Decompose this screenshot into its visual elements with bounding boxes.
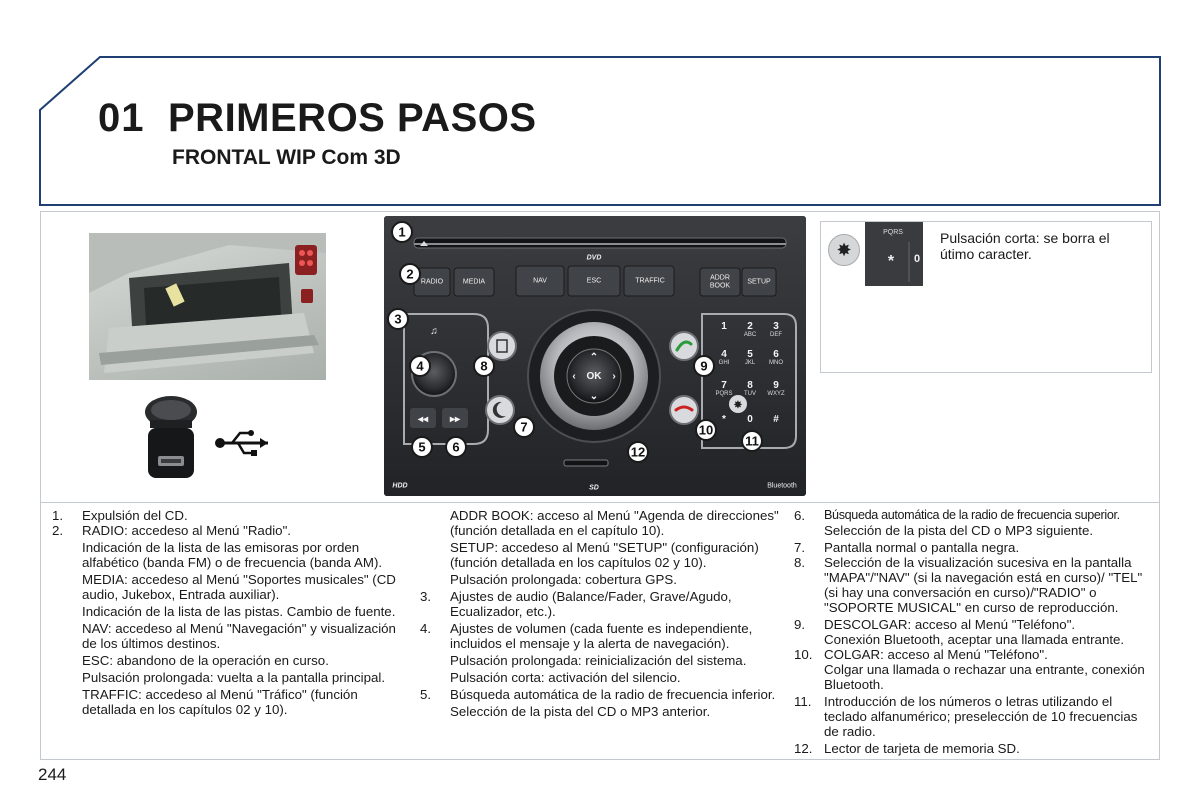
svg-text:▸▸: ▸▸ bbox=[449, 414, 461, 425]
mode-display-button[interactable] bbox=[488, 332, 516, 360]
hang-up-button[interactable] bbox=[670, 396, 698, 424]
list-subitem: ADDR BOOK: acceso al Menú "Agenda de direcciones" (función detallada en el capítulo 10). bbox=[450, 508, 779, 538]
sd-logo: SD bbox=[589, 484, 599, 492]
svg-text:3: 3 bbox=[773, 321, 779, 332]
svg-text:8: 8 bbox=[747, 380, 753, 391]
addr-book-label-line2: BOOK bbox=[709, 282, 731, 290]
esc-button-label: ESC bbox=[586, 277, 602, 285]
svg-text:GHI: GHI bbox=[718, 360, 730, 366]
traffic-button-label: TRAFFIC bbox=[635, 277, 665, 285]
svg-text:PQRS: PQRS bbox=[883, 229, 903, 236]
svg-text:DEF: DEF bbox=[770, 332, 782, 338]
chapter-subtitle: FRONTAL WIP Com 3D bbox=[172, 146, 401, 169]
list-subitem: MEDIA: accedeso al Menú "Soportes musicales" (CD audio, Jukebox, Entrada auxiliar). bbox=[82, 572, 396, 602]
list-subitem: ESC: abandono de la operación en curso. bbox=[82, 653, 329, 668]
usb-port-photo bbox=[140, 392, 202, 482]
svg-text:7: 7 bbox=[520, 419, 528, 435]
list-subitem: NAV: accedeso al Menú "Navegación" y visualización de los últimos destinos. bbox=[82, 621, 396, 651]
addr-book-label-line1: ADDR bbox=[710, 274, 730, 282]
svg-text:*: * bbox=[887, 253, 895, 270]
list-item: 1. Expulsión del CD. bbox=[52, 508, 188, 523]
delete-character-icon: ✸ bbox=[828, 234, 860, 266]
list-subitem: Indicación de la lista de las pistas. Cambio de fuente. bbox=[82, 604, 396, 619]
list-subitem: Pulsación prolongada: cobertura GPS. bbox=[450, 572, 677, 587]
svg-text:2: 2 bbox=[406, 266, 414, 282]
list-item: 9. DESCOLGAR: acceso al Menú "Teléfono". bbox=[794, 617, 1076, 632]
svg-text:0: 0 bbox=[747, 414, 753, 425]
list-item: 12. Lector de tarjeta de memoria SD. bbox=[794, 741, 1020, 756]
description-column-2 bbox=[420, 508, 784, 719]
list-item: 11. Introducción de los números o letras utilizando el teclado alfanumérico; preselección de 10 frecuencias de radio. bbox=[794, 694, 1138, 739]
svg-text:JKL: JKL bbox=[744, 360, 756, 366]
chapter-title: PRIMEROS PASOS bbox=[168, 96, 537, 140]
svg-text:PQRS: PQRS bbox=[715, 391, 733, 397]
list-item: 2. RADIO: accedeso al Menú "Radio". bbox=[52, 523, 291, 538]
svg-text:TUV: TUV bbox=[744, 391, 756, 397]
svg-text:9: 9 bbox=[773, 380, 779, 391]
description-column-1 bbox=[52, 508, 407, 717]
list-subitem: TRAFFIC: accedeso al Menú "Tráfico" (función detallada en los capítulos 02 y 10). bbox=[82, 687, 358, 717]
usb-icon bbox=[214, 428, 272, 458]
glovebox-photo bbox=[89, 233, 326, 380]
list-item: 7. Pantalla normal o pantalla negra. bbox=[794, 540, 1020, 555]
svg-text:2: 2 bbox=[747, 321, 753, 332]
list-subitem: Pulsación prolongada: vuelta a la pantalla principal. bbox=[82, 670, 386, 685]
svg-text:MNO: MNO bbox=[769, 360, 783, 366]
svg-text:5: 5 bbox=[747, 349, 753, 360]
list-item: 5. Búsqueda automática de la radio de frecuencia inferior. bbox=[420, 687, 776, 702]
list-item: 8. Selección de la visualización sucesiva en la pantalla "MAPA"/"NAV" (si la navegación está en curso)/ "TEL" (si hay una conversación en curso)/"RADIO" o "SOPORTE MUSICAL" en curso de reproducción. bbox=[794, 555, 1143, 615]
svg-text:ABC: ABC bbox=[743, 332, 757, 338]
svg-text:4: 4 bbox=[416, 358, 424, 374]
dvd-logo: DVD bbox=[586, 254, 602, 262]
list-subitem: SETUP: accedeso al Menú "SETUP" (configuración) (función detallada en los capítulos 02 y 10). bbox=[450, 540, 759, 570]
list-item: 3. Ajustes de audio (Balance/Fader, Grave/Agudo, Ecualizador, etc.). bbox=[420, 589, 732, 619]
setup-button-label: SETUP bbox=[747, 278, 771, 286]
inset-keypad-photo bbox=[865, 222, 923, 286]
svg-text:5: 5 bbox=[418, 439, 426, 455]
answer-call-button[interactable] bbox=[670, 332, 698, 360]
inset-text: Pulsación corta: se borra el útimo caracter. bbox=[940, 230, 1110, 262]
svg-text:1: 1 bbox=[721, 321, 727, 332]
list-item: 4. Ajustes de volumen (cada fuente es independiente, incluidos el mensaje y la alerta de navegación). bbox=[420, 621, 753, 651]
svg-text:12: 12 bbox=[630, 444, 646, 460]
svg-text:4: 4 bbox=[721, 349, 727, 360]
list-subitem: Selección de la pista del CD o MP3 anterior. bbox=[450, 704, 711, 719]
list-subitem: Conexión Bluetooth, aceptar una llamada entrante. bbox=[824, 632, 1125, 647]
bluetooth-logo: Bluetooth bbox=[767, 482, 797, 490]
music-note-icon[interactable]: ♫ bbox=[430, 326, 438, 337]
svg-text:8: 8 bbox=[480, 358, 488, 374]
svg-text:0: 0 bbox=[913, 253, 921, 265]
sd-card-slot[interactable] bbox=[564, 460, 608, 466]
svg-text:‹: ‹ bbox=[572, 371, 576, 382]
list-subitem: Pulsación prolongada: reinicialización del sistema. bbox=[450, 653, 747, 668]
list-item: 10. COLGAR: acceso al Menú "Teléfono". bbox=[794, 647, 1048, 662]
media-button-label: MEDIA bbox=[462, 278, 486, 286]
nav-button-label: NAV bbox=[533, 277, 547, 285]
dark-screen-button[interactable] bbox=[486, 396, 514, 424]
list-subitem: Colgar una llamada o rechazar una entrante, conexión Bluetooth. bbox=[824, 662, 1145, 692]
svg-text:6: 6 bbox=[452, 439, 460, 455]
svg-text:⌄: ⌄ bbox=[589, 391, 599, 402]
radio-button-label: RADIO bbox=[420, 278, 444, 286]
list-item: 6. Búsqueda automática de la radio de frecuencia superior. bbox=[794, 508, 1120, 523]
svg-text:✸: ✸ bbox=[733, 400, 743, 411]
chapter-number: 01 bbox=[98, 96, 145, 140]
content-divider bbox=[40, 502, 1160, 503]
ok-label: OK bbox=[586, 371, 602, 382]
svg-text:1: 1 bbox=[398, 224, 406, 240]
list-subitem: Selección de la pista del CD o MP3 siguiente. bbox=[824, 523, 1094, 538]
svg-text:3: 3 bbox=[394, 311, 402, 327]
svg-text:7: 7 bbox=[721, 380, 727, 391]
hdd-logo: HDD bbox=[392, 482, 408, 490]
svg-text:*: * bbox=[722, 414, 726, 425]
svg-text:#: # bbox=[773, 414, 779, 425]
list-subitem: Pulsación corta: activación del silencio. bbox=[450, 670, 681, 685]
svg-text:›: › bbox=[612, 371, 616, 382]
list-subitem: Indicación de la lista de las emisoras por orden alfabético (banda FM) o de frecuencia (banda AM). bbox=[82, 540, 383, 570]
page-number: 244 bbox=[38, 765, 67, 784]
description-column-3 bbox=[794, 508, 1154, 756]
svg-text:WXYZ: WXYZ bbox=[767, 391, 785, 397]
radio-front-panel bbox=[384, 216, 806, 496]
svg-text:11: 11 bbox=[745, 433, 759, 449]
svg-text:9: 9 bbox=[700, 358, 708, 374]
svg-text:◂◂: ◂◂ bbox=[417, 414, 429, 425]
svg-text:10: 10 bbox=[698, 422, 714, 438]
svg-text:⌃: ⌃ bbox=[589, 352, 599, 363]
svg-text:6: 6 bbox=[773, 349, 779, 360]
